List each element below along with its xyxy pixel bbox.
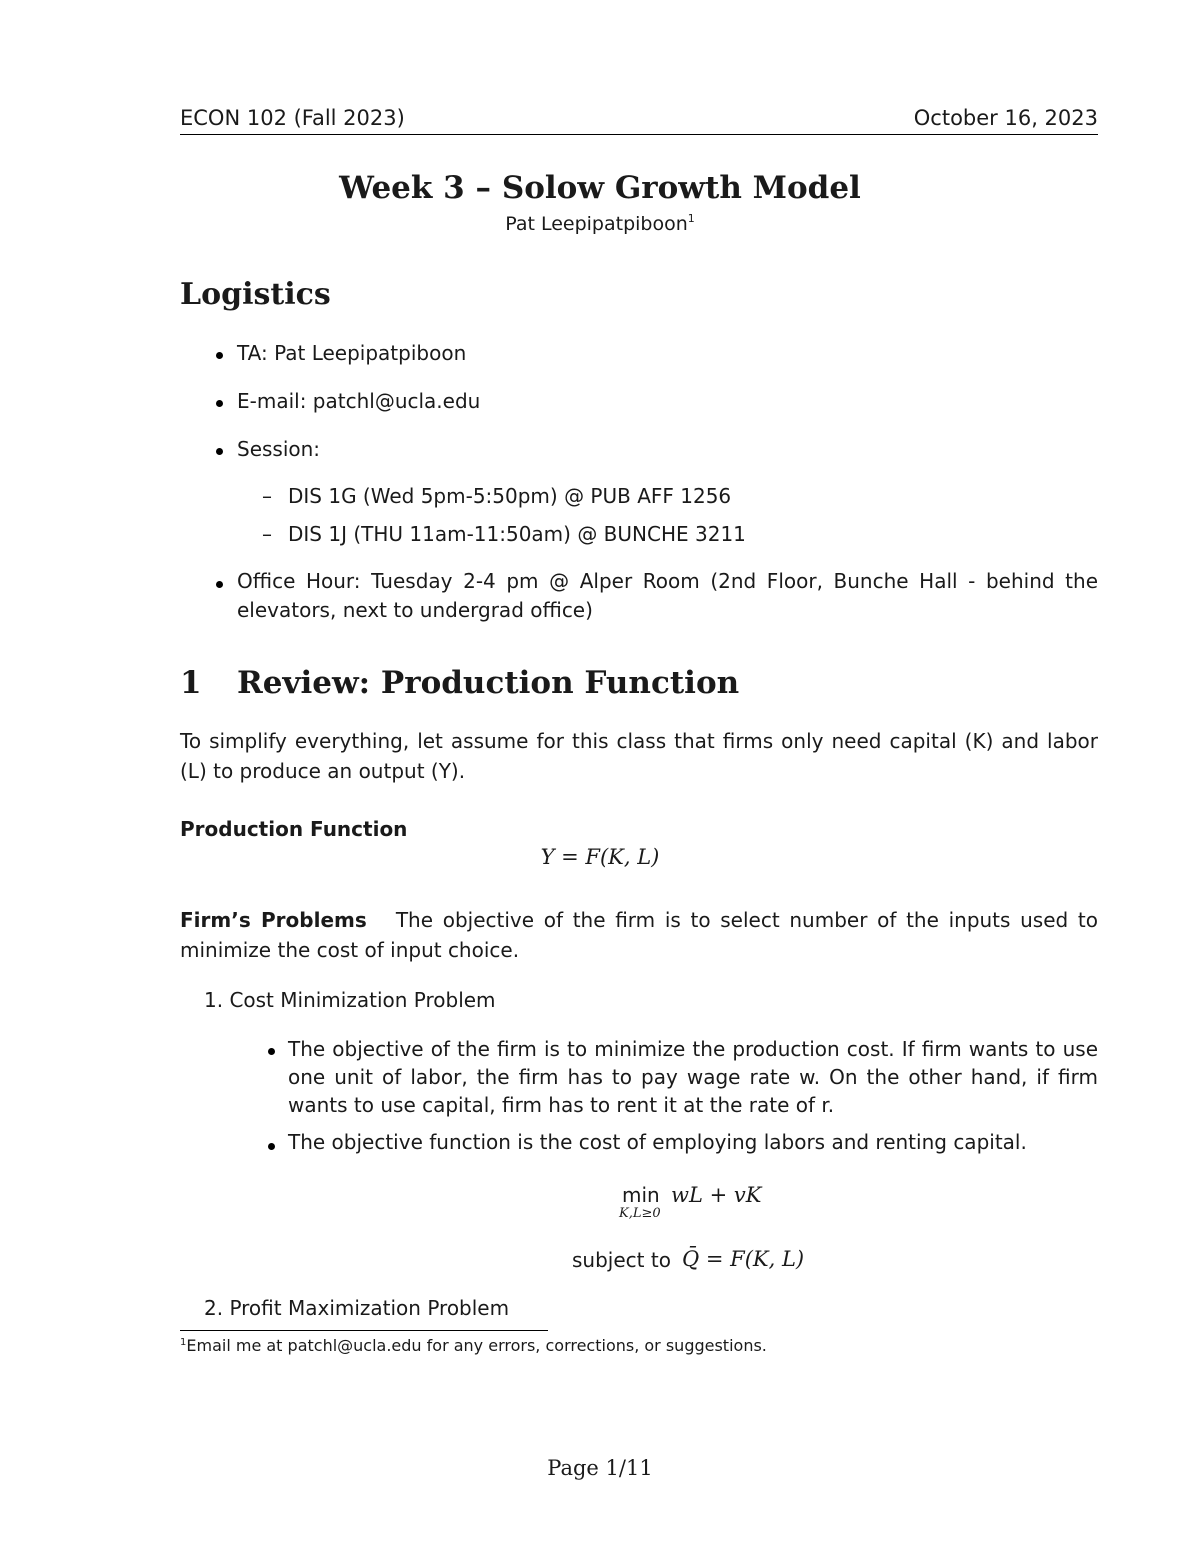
firm-problems-text: The objective of the firm is to select number of the inputs used to minimize the cost of input choice.	[180, 908, 1098, 962]
footnote	[180, 1336, 767, 1355]
cost-min-bullet-1: The objective of the firm is to minimize the production cost. If firm wants to use one unit of labor, the firm has to pay wage rate w. On the other hand, if firm wants to use capital, firm has to rent it at the rate of r.	[288, 1037, 1098, 1117]
document-title: Week 3 – Solow Growth Model	[339, 170, 861, 206]
min-operator: min	[622, 1183, 660, 1207]
logistics-item-ta: TA: Pat Leepipatpiboon	[237, 341, 467, 365]
header-date: October 16, 2023	[913, 106, 1098, 130]
bullet-icon	[268, 1143, 275, 1150]
problem-2-label: 2. Profit Maximization Problem	[204, 1296, 510, 1320]
cost-min-bullet-2: The objective function is the cost of employing labors and renting capital.	[288, 1130, 1027, 1154]
author-footnote-mark: 1	[687, 212, 695, 225]
author-line	[0, 212, 1200, 235]
bullet-icon	[216, 352, 223, 359]
firm-problems-paragraph	[180, 905, 1098, 965]
logistics-item-email: E-mail: patchl@ucla.edu	[237, 389, 481, 413]
page-number: Page 1/11	[547, 1456, 653, 1480]
section-number: 1	[180, 665, 202, 701]
bullet-icon	[216, 448, 223, 455]
logistics-item-office-hour-cont: elevators, next to undergrad office)	[237, 598, 593, 622]
constraint-label: subject to	[572, 1248, 671, 1272]
course-header: ECON 102 (Fall 2023)	[180, 106, 405, 130]
dash-marker: –	[262, 484, 272, 508]
constraint-expression: Q̄ = F(K, L)	[682, 1247, 805, 1271]
logistics-item-session: Session:	[237, 437, 321, 461]
dash-marker: –	[262, 522, 272, 546]
problem-1-label: 1. Cost Minimization Problem	[204, 988, 496, 1012]
logistics-heading: Logistics	[180, 277, 331, 312]
footnote-text: Email me at patchl@ucla.edu for any errors, corrections, or suggestions.	[186, 1336, 767, 1355]
footnote-mark: 1	[180, 1337, 187, 1348]
intro-paragraph: To simplify everything, let assume for this class that firms only need capital (K) and labor (L) to produce an output (Y).	[180, 729, 1098, 783]
bullet-icon	[268, 1048, 275, 1055]
min-subscript: K,L≥0	[619, 1206, 661, 1221]
logistics-item-office-hour: Office Hour: Tuesday 2-4 pm @ Alper Room (2nd Floor, Bunche Hall - behind the	[237, 569, 1098, 593]
production-function-label: Production Function	[180, 817, 408, 841]
bullet-icon	[216, 400, 223, 407]
header-rule	[180, 134, 1098, 135]
author-name: Pat Leepipatpiboon	[505, 213, 688, 235]
objective-expression: wL + vK	[671, 1183, 762, 1207]
footnote-rule	[180, 1330, 548, 1331]
session-item-1g: DIS 1G (Wed 5pm-5:50pm) @ PUB AFF 1256	[288, 484, 732, 508]
firm-problems-label: Firm’s Problems	[180, 908, 367, 932]
session-item-1j: DIS 1J (THU 11am-11:50am) @ BUNCHE 3211	[288, 522, 746, 546]
bullet-icon	[216, 581, 223, 588]
section-title: Review: Production Function	[237, 665, 740, 701]
production-equation: Y = F(K, L)	[540, 845, 660, 869]
